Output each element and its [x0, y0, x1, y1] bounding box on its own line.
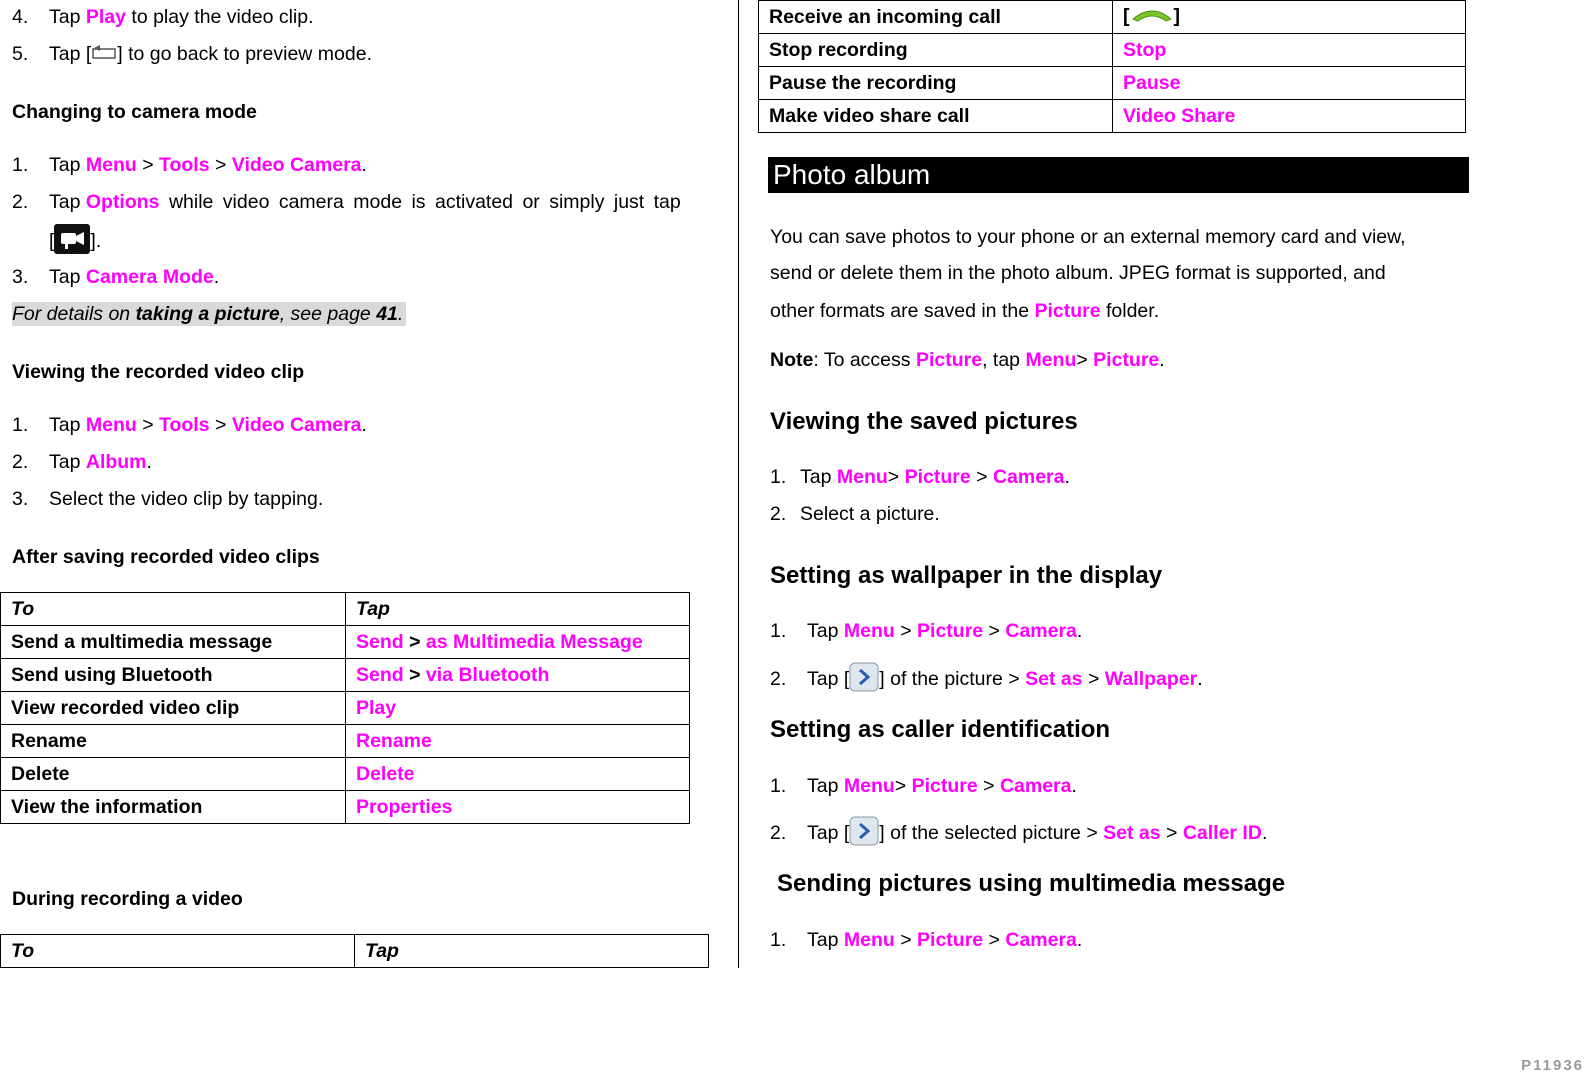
saved-heading: Viewing the saved pictures — [770, 408, 1078, 435]
camera-step-2: 2. Tap Options while video camera mode is activated or simply just tap — [12, 191, 681, 213]
sending-step-1: 1. Tap Menu > Picture > Camera. — [770, 929, 1083, 951]
during-table — [0, 934, 709, 968]
intro-line-1: You can save photos to your phone or an external memory card and view, — [770, 226, 1406, 248]
camera-step-2-cont: [ ]. — [49, 224, 101, 260]
column-divider — [738, 0, 739, 968]
camera-step-1: 1. Tap Menu > Tools > Video Camera. — [12, 154, 367, 176]
table-header-row — [1, 593, 690, 626]
caller-step-1: 1. Tap Menu> Picture > Camera. — [770, 775, 1077, 797]
chevron-right-icon — [849, 816, 879, 852]
viewing-heading: Viewing the recorded video clip — [12, 361, 305, 383]
viewing-step-1: 1. Tap Menu > Tools > Video Camera. — [12, 414, 367, 436]
table-row: Send using Bluetooth Send > via Bluetooth — [1, 659, 690, 692]
caller-heading: Setting as caller identification — [770, 716, 1111, 743]
camera-step-3: Tap Camera Mode. — [49, 266, 220, 288]
step-5: 5. Tap [ ] to go back to preview mode. — [12, 43, 372, 65]
recording-table — [758, 0, 1466, 133]
table-header-row: To Tap — [1, 935, 709, 968]
table-row: Receive an incoming call [ ] — [759, 1, 1466, 34]
during-heading: During recording a video — [12, 888, 243, 910]
table-row: Make video share call Video Share — [759, 100, 1466, 133]
wallpaper-step-2: 2. Tap [ ] of the picture > Set as > Wallpaper. — [770, 662, 1203, 698]
viewing-step-2: 2. Tap Album. — [12, 451, 152, 473]
call-answer-icon — [1130, 6, 1174, 29]
saved-step-1: 1. Tap Menu> Picture > Camera. — [770, 466, 1070, 488]
saved-step-2: 2. Select a picture. — [770, 503, 940, 525]
table-row: Pause the recording Pause — [759, 67, 1466, 100]
back-icon — [91, 43, 117, 66]
step-4: 4. Tap Play to play the video clip. — [12, 6, 314, 28]
photo-album-title: Photo album — [768, 157, 1469, 193]
video-camera-icon — [54, 224, 90, 260]
table-row: View the information Properties — [1, 791, 690, 824]
after-saving-table — [0, 592, 690, 824]
table-row: Delete Delete — [1, 758, 690, 791]
col-tap: Tap — [346, 593, 690, 626]
camera-mode-heading: Changing to camera mode — [12, 101, 257, 123]
wallpaper-heading: Setting as wallpaper in the display — [770, 562, 1163, 589]
table-row: Send a multimedia message Send > as Multimedia Message — [1, 626, 690, 659]
note-line: Note: To access Picture, tap Menu> Picture. — [770, 349, 1165, 371]
sending-heading: Sending pictures using multimedia message — [777, 870, 1286, 897]
caller-step-2: 2. Tap [ ] of the selected picture > Set as > Caller ID. — [770, 816, 1267, 852]
table-row: Stop recording Stop — [759, 34, 1466, 67]
camera-step-3-num: 3. — [12, 266, 29, 288]
wallpaper-step-1: 1. Tap Menu > Picture > Camera. — [770, 620, 1083, 642]
intro-line-3: other formats are saved in the Picture folder. — [770, 300, 1160, 322]
table-row: View recorded video clip Play — [1, 692, 690, 725]
viewing-step-3: 3. Select the video clip by tapping. — [12, 488, 324, 510]
col-to: To — [1, 593, 346, 626]
page-code: P11936 — [1521, 1057, 1584, 1074]
details-note: For details on taking a picture, see page 41. — [12, 303, 406, 326]
chevron-right-icon — [849, 662, 879, 698]
table-row: Rename Rename — [1, 725, 690, 758]
intro-line-2: send or delete them in the photo album. JPEG format is supported, and — [770, 262, 1386, 284]
after-saving-heading: After saving recorded video clips — [12, 546, 320, 568]
